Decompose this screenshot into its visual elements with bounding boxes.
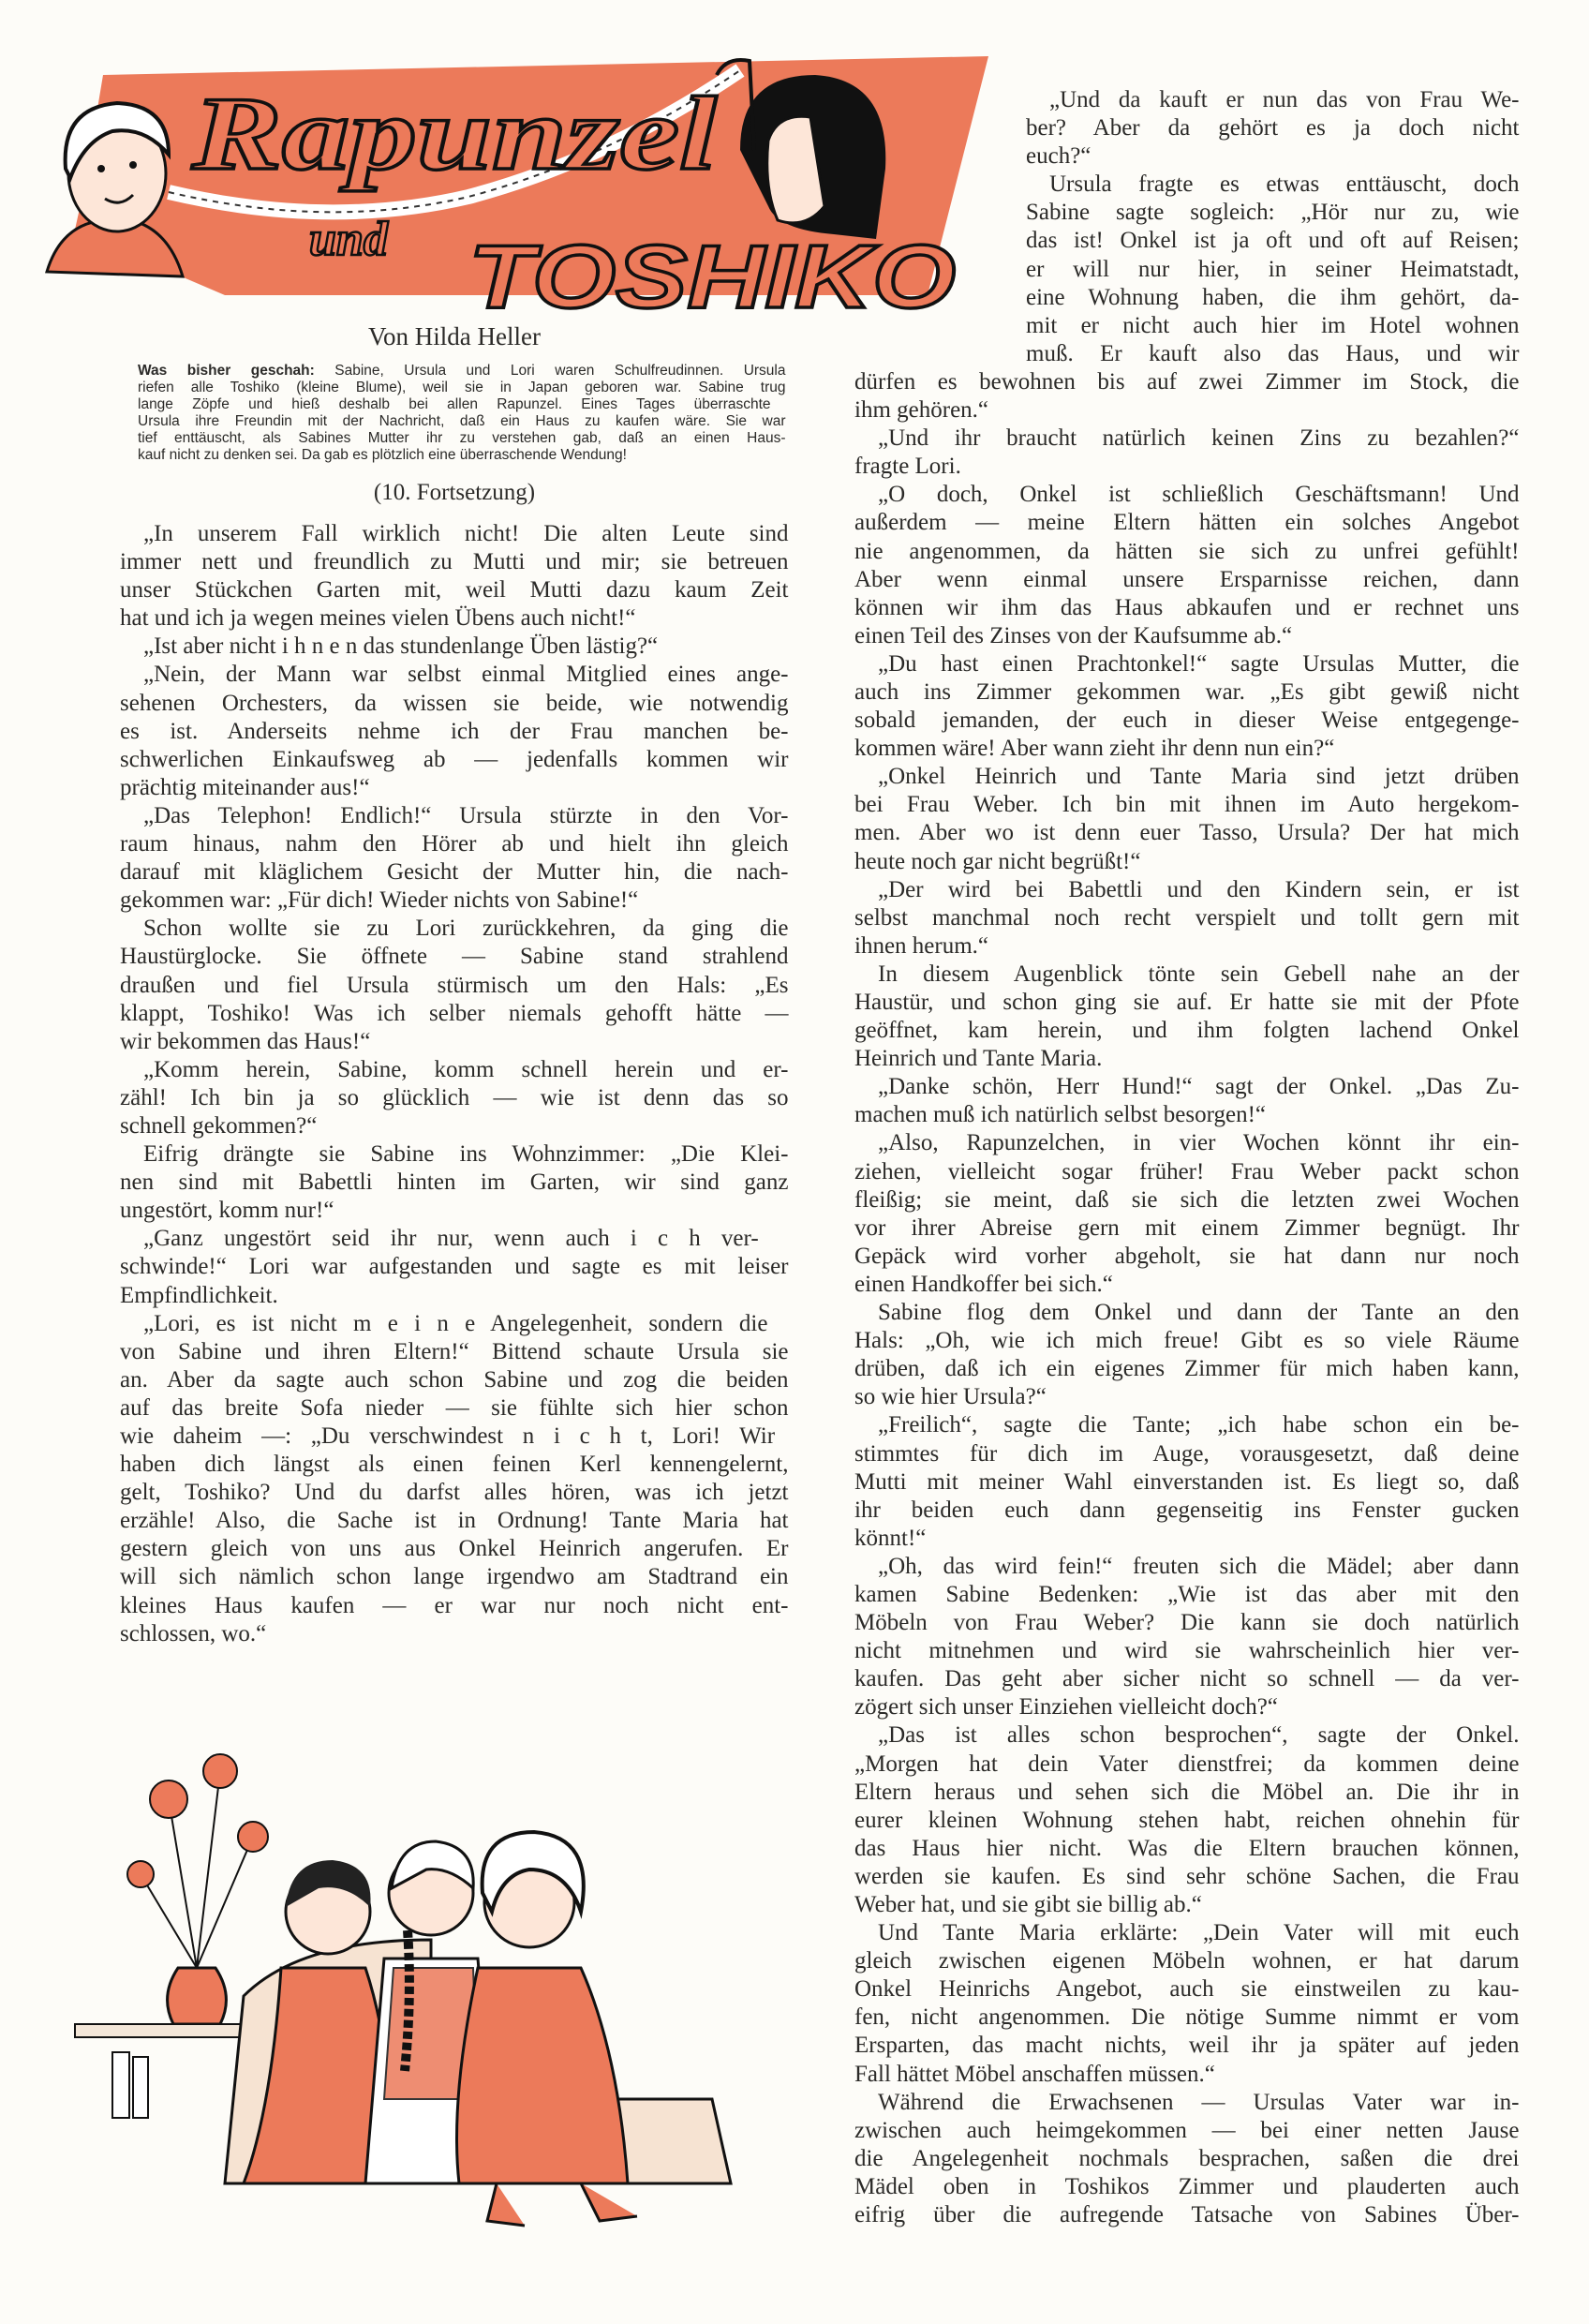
text-line: darauf mit kläglichem Gesicht der Mutter hin, die nach- [120, 859, 789, 886]
text-line: drüben, daß ich ein eigenes Zimmer für mich haben kann, [854, 1356, 1520, 1382]
text-line: Heinrich und Tante Maria. [854, 1046, 1103, 1072]
paragraph [854, 1411, 1520, 1552]
text-line: Empfindlichkeit. [120, 1282, 278, 1308]
girl-portrait-left [47, 103, 183, 276]
paragraph [854, 2089, 1520, 2229]
right-text-column [854, 86, 1520, 2229]
text-line: „Morgen hat dein Vater dienstfrei; da kommen deine [854, 1750, 1520, 1777]
text-line: ihr beiden euch dann gegenseitig ins Fenster gucken [854, 1497, 1520, 1523]
text-line: will sich nämlich schon lange irgendwo am Stadtrand ein [120, 1564, 789, 1590]
paragraph [854, 86, 1520, 171]
text-line: Mädel oben in Toshikos Zimmer und plauderten auch [854, 2173, 1520, 2199]
text-line: „Das ist alles schon besprochen“, sagte der Onkel. [878, 1722, 1520, 1749]
text-line: zähl! Ich bin ja so glücklich — wie ist denn das so [120, 1084, 789, 1110]
text-line: fragte Lori. [854, 454, 961, 480]
text-line: wie daheim —: „Du verschwindest n i c h t, Lori! Wir [120, 1423, 776, 1449]
paragraph [854, 876, 1520, 961]
text-line: kaufen. Das geht aber sicher nicht so schnell — da ver- [854, 1666, 1520, 1692]
paragraph [120, 1056, 789, 1140]
text-line: „Der wird bei Babettli und den Kindern sein, er ist [878, 876, 1520, 902]
text-line: dürfen es bewohnen bis auf zwei Zimmer im Stock, die [854, 368, 1520, 395]
paragraph [120, 915, 789, 1055]
installment-label: (10. Fortsetzung) [373, 480, 536, 505]
text-line: fleißig; sie meint, daß sie sich die letzten zwei Wochen [854, 1186, 1520, 1213]
summary-line: kauf nicht zu denken sei. Da gab es plötzlich eine überraschende Wendung! [138, 447, 627, 463]
text-line: machen muß ich natürlich selbst besorgen!“ [854, 1102, 1266, 1128]
text-line: „Ist aber nicht i h n e n das stundenlange Üben lästig?“ [143, 633, 659, 660]
paragraph [854, 171, 1520, 425]
illustration-three-girls-on-sofa [56, 1659, 787, 2240]
summary-line: tief enttäuscht, als Sabines Mutter ihr zu verstehen gab, daß an einen Haus- [138, 430, 786, 446]
text-line: selbst manchmal noch recht verspielt und tollt gern mit [854, 904, 1520, 931]
text-line: können wir ihm das Haus abkaufen und er rechnet uns [854, 594, 1520, 620]
text-line: eifrig über die aufregende Tatsache von Sabines Über- [854, 2202, 1520, 2228]
left-text-column [120, 520, 789, 1648]
summary-line: lange Zöpfe und hieß deshalb bei allen Rapunzel. Eines Tages überraschte [138, 396, 771, 412]
text-line: nen sind mit Babettli hinten im Garten, wir sind ganz [120, 1169, 789, 1196]
text-line: „Und da kauft er nun das von Frau We- [1049, 87, 1520, 112]
text-line: raum hinaus, nahm den Hörer ab und hielt ihn gleich [120, 831, 789, 857]
text-line: gleich zwischen eigenen Möbeln wohnen, er hat darum [854, 1948, 1520, 1974]
text-line: schlossen, wo.“ [120, 1620, 267, 1646]
text-line: „In unserem Fall wirklich nicht! Die alten Leute sind [143, 521, 789, 546]
text-line: ber? Aber da gehört es ja doch nicht [1026, 115, 1520, 142]
text-line: unser Stückchen Garten mit, weil Mutti dazu kaum Zeit [120, 577, 789, 603]
text-line: Sabine flog dem Onkel und dann der Tante an den [878, 1300, 1520, 1326]
text-line: könnt!“ [854, 1525, 927, 1551]
author-byline: Von Hilda Heller [368, 322, 541, 350]
text-line: sehenen Orchesters, da wissen sie beide, wie notwendig [120, 690, 789, 716]
text-line: Fall hättet Möbel anschaffen müssen.“ [854, 2061, 1215, 2087]
text-line: Haustürglocke. Sie öffnete — Sabine stand strahlend [120, 944, 789, 970]
text-line: geöffnet, kam herein, und ihm folgten lachend Onkel [854, 1018, 1520, 1044]
paragraph [854, 1299, 1520, 1411]
paragraph [120, 520, 789, 633]
text-line: hat und ich ja wegen meines vielen Übens auch nicht!“ [120, 605, 636, 632]
text-line: Eltern heraus und sehen sich die Möbel an. Die ihr in [854, 1779, 1520, 1805]
text-line: „Nein, der Mann war selbst einmal Mitglied eines ange- [143, 662, 789, 688]
text-line: nicht mitnehmen und wird sie wahrscheinlich hier ver- [854, 1638, 1520, 1664]
text-line: das ist! Onkel ist ja oft und oft auf Reisen; [1026, 228, 1520, 254]
text-line: mit er nicht auch hier im Hotel wohnen [1026, 312, 1520, 338]
text-line: In diesem Augenblick tönte sein Gebell nahe an der [878, 961, 1520, 987]
text-line: men. Aber wo ist denn euer Tasso, Ursula? Der hat mich [854, 820, 1520, 846]
text-line: „Lori, es ist nicht m e i n e Angelegenheit, sondern die [143, 1310, 768, 1336]
text-line: ihnen herum.“ [854, 932, 989, 959]
text-line: Ursula fragte es etwas enttäuscht, doch [1049, 171, 1520, 198]
text-line: Aber wenn einmal unsere Ersparnisse reichen, dann [854, 566, 1520, 592]
paragraph [854, 1721, 1520, 1919]
text-line: ungestört, komm nur!“ [120, 1198, 334, 1224]
text-line: kommen wäre! Aber wann zieht ihr denn nun ein?“ [854, 736, 1335, 762]
text-line: klappt, Toshiko! Was ich selber niemals gehofft hätte — [120, 1000, 789, 1026]
text-line: „O doch, Onkel ist schließlich Geschäftsmann! Und [878, 482, 1520, 508]
paragraph [854, 425, 1520, 481]
text-line: so wie hier Ursula?“ [854, 1384, 1047, 1410]
text-line: haben dich längst als einen feinen Kerl kennengelernt, [120, 1452, 789, 1478]
text-line: Ersparten, das macht nichts, weil ihr ja später auf jeden [854, 2033, 1520, 2059]
paragraph [854, 1553, 1520, 1722]
text-line: Sabine sagte sogleich: „Hör nur zu, wie [1026, 200, 1520, 226]
story-summary [138, 363, 786, 464]
text-line: Gepäck wird vorher abgeholt, sie hat dann nur noch [854, 1243, 1520, 1269]
text-line: „Das Telephon! Endlich!“ Ursula stürzte in den Vor- [143, 802, 789, 828]
text-line: muß. Er kauft also das Haus, und wir [1026, 340, 1520, 366]
text-line: euch?“ [1026, 143, 1092, 170]
text-line: werden sie kaufen. Es sind sehr schöne Sachen, die Frau [854, 1863, 1520, 1889]
paragraph [120, 1140, 789, 1225]
text-line: Möbeln von Frau Weber? Die kann sie doch natürlich [854, 1610, 1520, 1636]
text-line: ziehen, vielleicht sogar früher! Frau Weber packt schon [854, 1158, 1520, 1184]
text-line: Mutti mit meiner Wahl einverstanden ist. Es liegt so, daß [854, 1468, 1520, 1495]
text-line: außerdem — meine Eltern hätten ein solches Angebot [854, 510, 1520, 536]
text-line: „Ganz ungestört seid ihr nur, wenn auch i c h ver- [143, 1226, 759, 1252]
text-line: heute noch gar nicht begrüßt!“ [854, 848, 1141, 874]
text-line: Schon wollte sie zu Lori zurückkehren, da ging die [143, 916, 789, 942]
text-line: gelt, Toshiko? Und du darfst alles hören, was ich jetzt [120, 1480, 789, 1506]
text-line: auch ins Zimmer gekommen war. „Es gibt gewiß nicht [854, 678, 1520, 705]
paragraph [120, 1225, 789, 1309]
text-line: draußen und fiel Ursula stürmisch um den Hals: „Es [120, 972, 789, 998]
text-line: schwerlichen Einkaufsweg ab — jedenfalls kommen wir [120, 746, 789, 772]
title-toshiko: TOSHIKO [468, 227, 956, 319]
girl-right-curly-hair [457, 1832, 638, 2226]
text-line: „Also, Rapunzelchen, in vier Wochen könnt ihr ein- [878, 1130, 1520, 1156]
text-line: erzähle! Also, die Sache ist in Ordnung! Tante Maria hat [120, 1508, 789, 1534]
paragraph [854, 763, 1520, 875]
text-line: die Angelegenheit nochmals besprachen, saßen die drei [854, 2145, 1520, 2171]
paragraph [120, 802, 789, 915]
text-line: bei Frau Weber. Ich bin mit ihnen im Auto hergekom- [854, 792, 1520, 818]
text-line: von Sabine und ihren Eltern!“ Bittend schaute Ursula sie [120, 1338, 789, 1364]
text-line: gekommen war: „Für dich! Wieder nichts von Sabine!“ [120, 887, 639, 914]
paragraph [120, 633, 789, 661]
paragraph [854, 1073, 1520, 1129]
text-line: Und Tante Maria erklärte: „Dein Vater will mit euch [878, 1920, 1520, 1946]
text-line: eurer kleinen Wohnung stehen habt, reichen ohnehin für [854, 1807, 1520, 1833]
paragraph [854, 961, 1520, 1073]
text-line: stimmtes für dich im Auge, vorausgesetzt, daß deine [854, 1440, 1520, 1467]
text-line: Hals: „Oh, wie ich mich freue! Gibt es so viele Räume [854, 1328, 1520, 1354]
text-line: wir bekommen das Haus!“ [120, 1028, 371, 1054]
text-line: Weber hat, und sie gibt sie billig ab.“ [854, 1892, 1202, 1917]
paragraph [854, 481, 1520, 650]
text-line: einen Handkoffer bei sich.“ [854, 1271, 1113, 1297]
text-line: „Onkel Heinrich und Tante Maria sind jetzt drüben [878, 764, 1520, 790]
title-und: und [309, 213, 388, 266]
text-line: „Freilich“, sagte die Tante; „ich habe schon ein be- [878, 1412, 1520, 1438]
summary-line [138, 363, 786, 380]
text-line: ihm gehören.“ [854, 397, 989, 424]
text-line: eine Wohnung haben, die ihm gehört, da- [1026, 284, 1520, 310]
flower-vase [127, 1754, 268, 2024]
summary-line: Ursula ihre Freundin mit der Nachricht, daß ein Haus zu kaufen wäre. Sie war [138, 413, 786, 429]
text-line: „Und ihr braucht natürlich keinen Zins zu bezahlen?“ [878, 425, 1520, 452]
text-line: prächtig miteinander aus!“ [120, 774, 370, 800]
text-line: es ist. Anderseits nehme ich der Frau manchen be- [120, 718, 789, 744]
paragraph [854, 1919, 1520, 2089]
text-line: gestern gleich von uns aus Onkel Heinrich angerufen. Er [120, 1536, 789, 1562]
text-line: Während die Erwachsenen — Ursulas Vater war in- [878, 2089, 1520, 2115]
text-line: „Danke schön, Herr Hund!“ sagt der Onkel. „Das Zu- [878, 1074, 1520, 1100]
text-line: schwinde!“ Lori war aufgestanden und sagte es mit leiser [120, 1254, 789, 1280]
paragraph [120, 1310, 789, 1648]
text-line: vor ihrer Abreise gern mit einem Zimmer begnügt. Ihr [854, 1214, 1520, 1241]
text-line: zwischen auch heimgekommen — bei einer netten Jause [854, 2117, 1520, 2143]
paragraph [854, 650, 1520, 763]
text-line: fen, nicht angenommen. Die nötige Summe nimmt er vom [854, 2004, 1520, 2031]
text-line: zögert sich unser Einziehen vielleicht doch?“ [854, 1694, 1278, 1721]
summary-text: Sabine, Ursula und Lori waren Schulfreudinnen. Ursula [314, 363, 786, 379]
text-line: kamen Sabine Bedenken: „Wie ist das aber mit den [854, 1581, 1520, 1607]
text-line: sobald jemanden, der euch in dieser Weise entgegenge- [854, 708, 1520, 734]
text-line: „Oh, das wird fein!“ freuten sich die Mädel; aber dann [878, 1553, 1520, 1579]
text-line: schnell gekommen?“ [120, 1112, 318, 1139]
text-line: Onkel Heinrichs Angebot, auch sie einstweilen zu kau- [854, 1976, 1520, 2003]
text-line: einen Teil des Zinses von der Kaufsumme ab.“ [854, 622, 1293, 648]
text-line: das Haus hier nicht. Was die Eltern brauchen können, [854, 1835, 1520, 1861]
text-line: er will nur hier, in seiner Heimatstadt, [1026, 256, 1520, 282]
title-rapunzel: Rapunzel [190, 76, 717, 192]
text-line: Eifrig drängte sie Sabine ins Wohnzimmer: „Die Klei- [143, 1141, 789, 1168]
paragraph [120, 661, 789, 801]
title-banner [28, 37, 993, 319]
paragraph [854, 1129, 1520, 1299]
summary-label: Was bisher geschah: [138, 363, 315, 379]
text-line: immer nett und freundlich zu Mutti und mir; sie betreuen [120, 549, 789, 575]
text-line: „Du hast einen Prachtonkel!“ sagte Ursulas Mutter, die [878, 650, 1520, 677]
text-line: nie angenommen, da hätten sie sich zu unfrei gefühlt! [854, 538, 1520, 564]
text-line: kleines Haus kaufen — er war nur noch nicht ent- [120, 1592, 789, 1618]
text-line: an. Aber da sagte auch schon Sabine und zog die beiden [120, 1366, 789, 1393]
text-line: Haustür, und schon ging sie auf. Er hatte sie mit der Pfote [854, 990, 1520, 1015]
summary-line: riefen alle Toshiko (kleine Blume), weil sie in Japan geboren war. Sabine trug [138, 380, 786, 395]
text-line: auf das breite Sofa nieder — sie fühlte sich hier schon [120, 1394, 789, 1421]
text-line: „Komm herein, Sabine, komm schnell herein und er- [143, 1056, 789, 1082]
